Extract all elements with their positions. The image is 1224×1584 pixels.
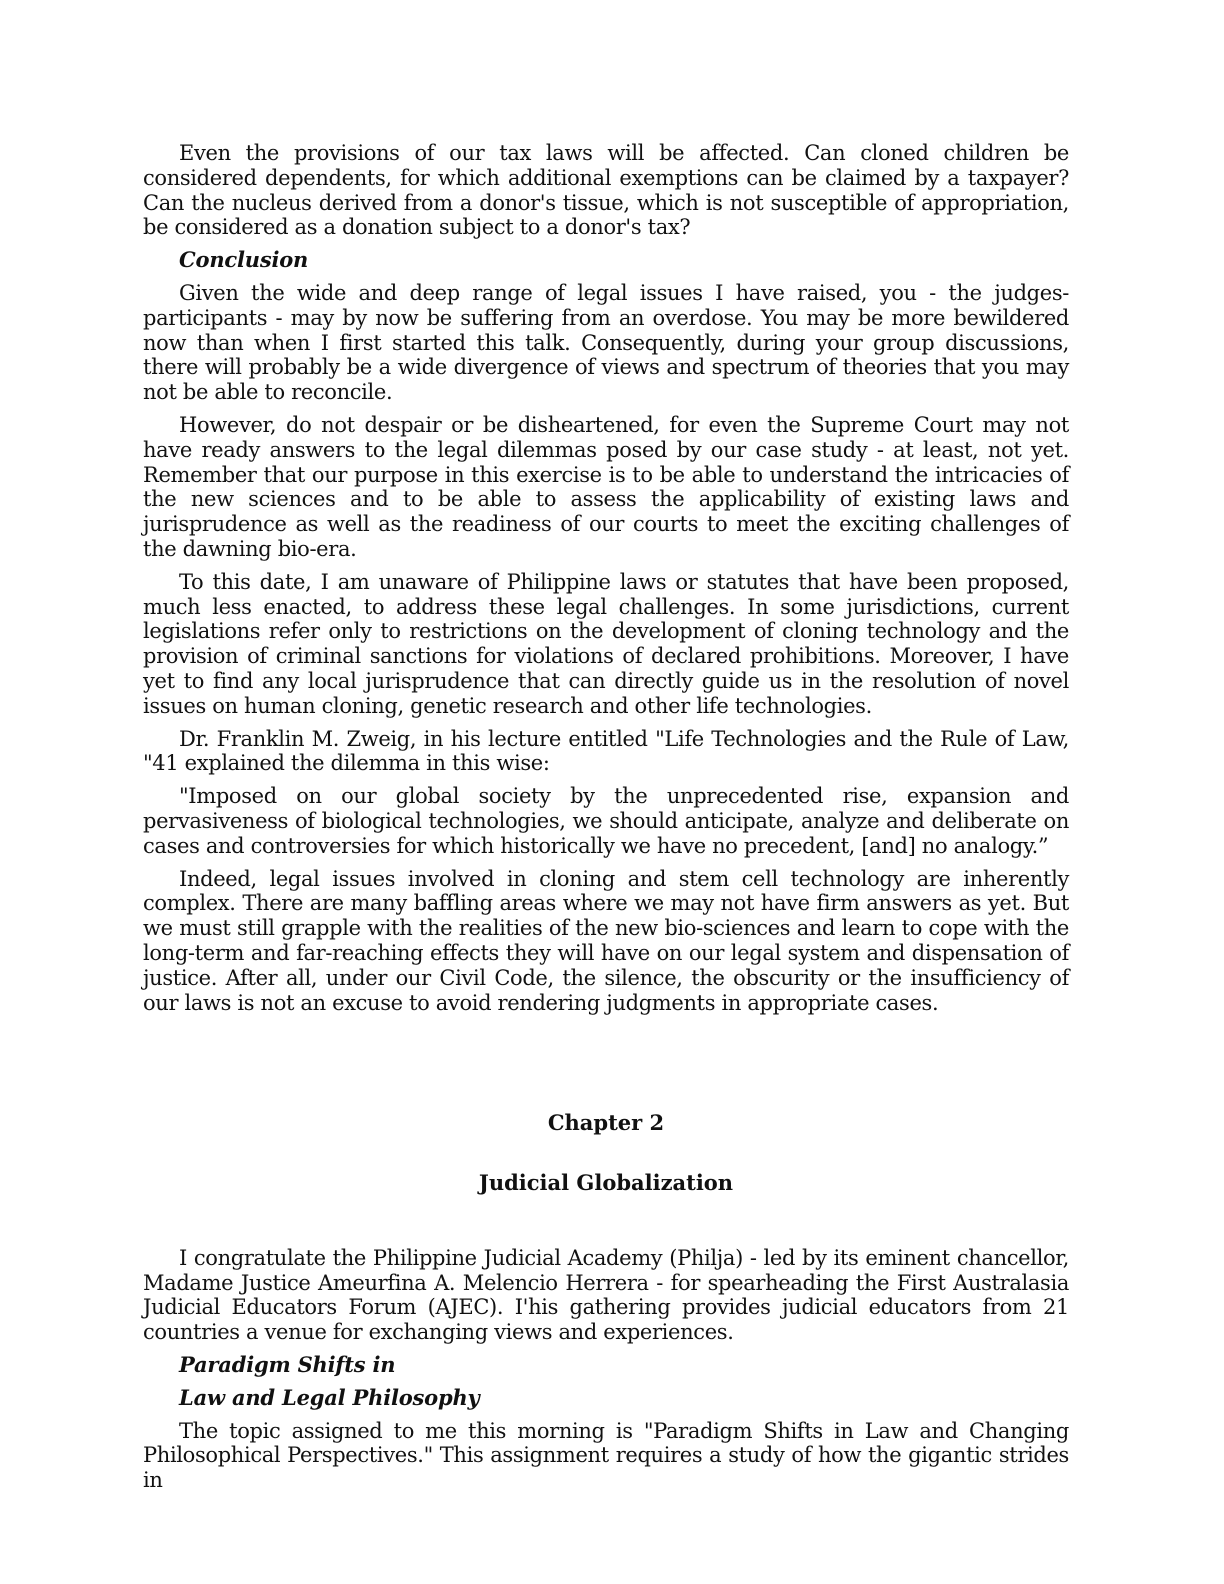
paragraph-to-this-date: To this date, I am unaware of Philippine laws or statutes that have been proposed, much less enacted, to address these legal challenges. In some jurisdictions, current legislations refer only to restrictions on the development of cloning technology and the provision of criminal sanctions for violations of declared prohibitions. Moreover, I have yet to find any local jurisprudence that can directly guide us in the resolution of novel issues on human cloning, genetic research and other life technologies.	[143, 569, 1069, 718]
document-page	[143, 141, 1069, 1501]
chapter-number: Chapter 2	[547, 1110, 665, 1136]
heading-conclusion: Conclusion	[179, 247, 309, 273]
chapter-title: Judicial Globalization	[478, 1170, 734, 1196]
paragraph-however: However, do not despair or be disheartened, for even the Supreme Court may not have ready answers to the legal dilemmas posed by our case study - at least, not yet. Remember that our purpose in this exercise is to be able to understand the intricacies of the new sciences and to be able to assess the applicability of existing laws and jurisprudence as well as the readiness of our courts to meet the exciting challenges of the dawning bio-era.	[143, 412, 1069, 561]
heading-law-legal-philosophy: Law and Legal Philosophy	[179, 1384, 480, 1410]
paragraph-topic: The topic assigned to me this morning is "Paradigm Shifts in Law and Changing Philosophical Perspectives." This assignment requires a study of how the gigantic strides in	[143, 1418, 1069, 1493]
paragraph-tax-laws: Even the provisions of our tax laws will be affected. Can cloned children be considered dependents, for which additional exemptions can be claimed by a taxpayer? Can the nucleus derived from a donor's tissue, which is not susceptible of appropriation, be considered as a donation subject to a donor's tax?	[143, 141, 1069, 240]
paragraph-congratulate: I congratulate the Philippine Judicial Academy (Philja) - led by its eminent chancellor, Madame Justice Ameurfina A. Melencio Herrera - for spearheading the First Australasia Judicial Educators Forum (AJEC). I'his gathering provides judicial educators from 21 countries a venue for exchanging views and experiences.	[143, 1245, 1069, 1345]
chapter-heading	[143, 1111, 1069, 1196]
paragraph-quote: "Imposed on our global society by the unprecedented rise, expansion and pervasiveness of biological technologies, we should anticipate, analyze and deliberate on cases and controversies for which historically we have no precedent, [and] no analogy.”	[143, 784, 1069, 858]
heading-paradigm-shifts: Paradigm Shifts in	[179, 1352, 396, 1378]
paragraph-zweig: Dr. Franklin M. Zweig, in his lecture entitled "Life Technologies and the Rule of Law, "41 explained the dilemma in this wise:	[143, 726, 1069, 776]
paragraph-indeed: Indeed, legal issues involved in cloning and stem cell technology are inherently complex. There are many baffling areas where we may not have firm answers as yet. But we must still grapple with the realities of the new bio-sciences and learn to cope with the long-term and far-reaching effects they will have on our legal system and dispensation of justice. After all, under our Civil Code, the silence, the obscurity or the insufficiency of our laws is not an excuse to avoid rendering judgments in appropriate cases.	[143, 866, 1069, 1015]
paragraph-given-range: Given the wide and deep range of legal issues I have raised, you - the judges-participants - may by now be suffering from an overdose. You may be more bewildered now than when I first started this talk. Consequently, during your group discussions, there will probably be a wide divergence of views and spectrum of theories that you may not be able to reconcile.	[143, 280, 1069, 405]
